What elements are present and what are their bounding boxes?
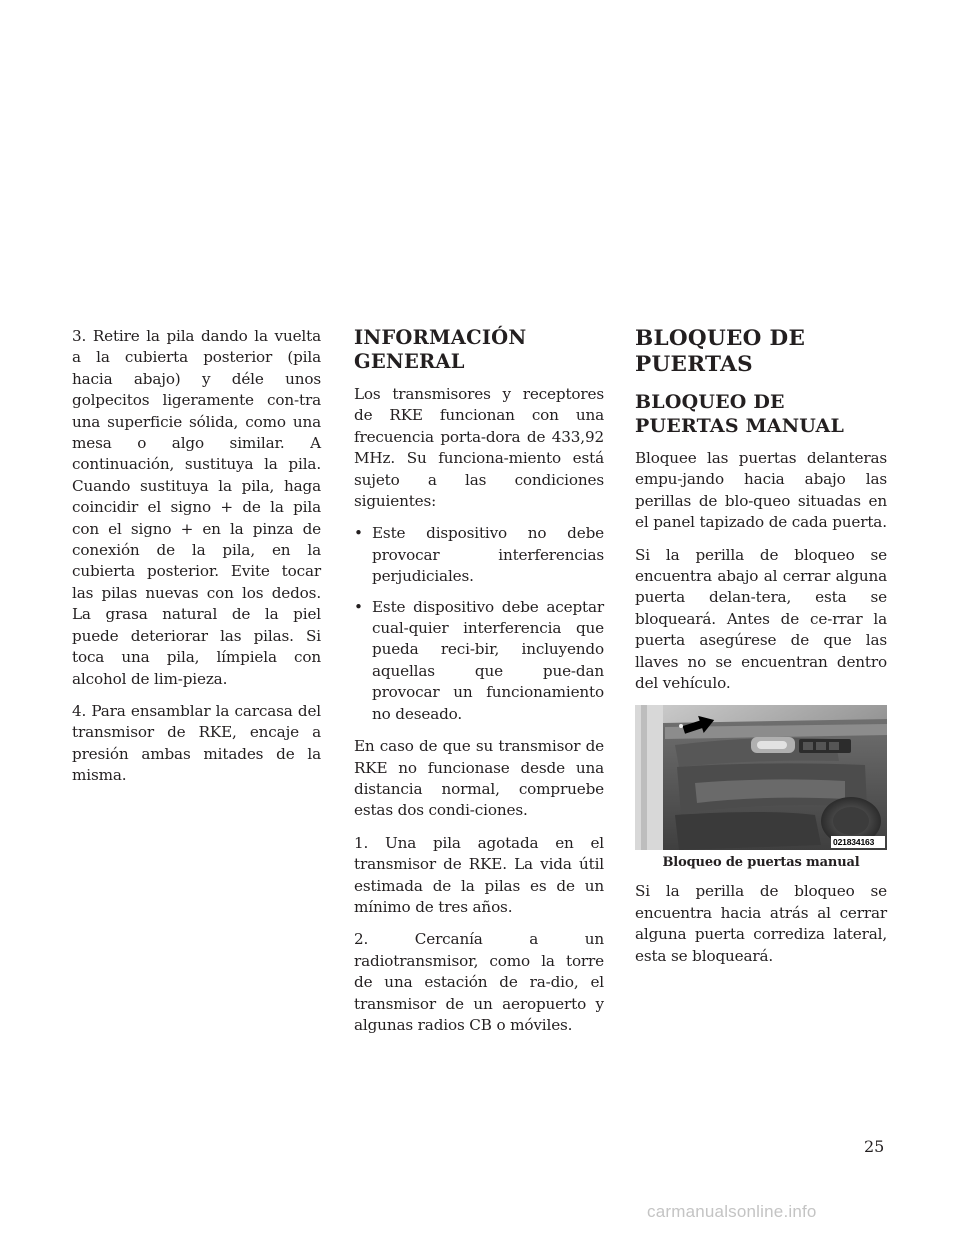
paragraph-assemble: 4. Para ensamblar la carcasa del transmisor de RKE, encaje a presión ambas mitades de la misma.	[72, 701, 321, 785]
list-item: • Este dispositivo no debe provocar interferencias perjudiciales.	[354, 524, 604, 586]
conditions-list	[354, 523, 604, 725]
paragraph-battery-replace: 3. Retire la pila dando la vuelta a la cubierta posterior (pila hacia abajo) y déle unos golpecitos ligeramente con-tra una superficie sólida, como una mesa o algo similar. A continuación, sustituya la pila. Cuando sustituya la pila, haga coincidir el signo + de la pila con el signo + en la pinza de conexión de la pila, en la cubierta posterior. Evite tocar las pilas nuevas con los dedos. La grasa natural de la piel puede deteriorar las pilas. Si toca una pila, límpiela con alcohol de lim-pieza.	[72, 327, 321, 688]
heading-door-locks: BLOQUEO DE PUERTAS	[635, 326, 806, 377]
paragraph-dead-battery: 1. Una pila agotada en el transmisor de RKE. La vida útil estimada de la pilas es de un mínimo de tres años.	[354, 833, 604, 916]
heading-general-info: INFORMACIÓN GENERAL	[354, 326, 527, 373]
figure-caption: Bloqueo de puertas manual	[662, 855, 860, 871]
paragraph-sliding-door: Si la perilla de bloqueo se encuentra hacia atrás al cerrar alguna puerta corrediza lateral, esta se bloqueará.	[635, 882, 887, 965]
watermark: carmanualsonline.info	[647, 1202, 817, 1221]
column-right	[635, 326, 887, 978]
paragraph-distance: En caso de que su transmisor de RKE no funcionase desde una distancia normal, compruebe estas dos condi-ciones.	[354, 737, 604, 820]
bullet-icon: •	[354, 524, 363, 543]
paragraph-front-doors: Bloquee las puertas delanteras empu-jando hacia abajo las perillas de blo-queo situadas en el panel tapizado de cada puerta.	[635, 449, 887, 532]
list-item: • Este dispositivo debe aceptar cual-quier interferencia que pueda reci-bir, incluyendo aquellas que pue-dan provocar un funcionamiento no deseado.	[354, 597, 604, 723]
paragraph-frequency: Los transmisores y receptores de RKE funcionan con una frecuencia porta-dora de 433,92 MHz. Su funciona-miento está sujeto a las condiciones siguientes:	[354, 385, 604, 511]
door-panel-photo	[635, 705, 887, 850]
figure-code: 021834163	[833, 837, 875, 848]
paragraph-radio-proximity: 2. Cercanía a un radiotransmisor, como la torre de una estación de ra-dio, el transmisor de un aeropuerto y algunas radios CB o móviles.	[354, 930, 604, 1034]
column-middle	[354, 326, 604, 1047]
subheading-manual-locks: BLOQUEO DE PUERTAS MANUAL	[635, 391, 844, 437]
paragraph-lock-knob: Si la perilla de bloqueo se encuentra abajo al cerrar alguna puerta delan-tera, esta se bloqueará. Antes de ce-rrar la puerta asegúrese de que las llaves no se encuentran dentro del vehículo.	[635, 545, 887, 693]
bullet-icon: •	[354, 597, 363, 616]
page-number: 25	[864, 1137, 885, 1156]
door-panel-illustration	[635, 705, 887, 850]
column-left	[72, 326, 321, 798]
